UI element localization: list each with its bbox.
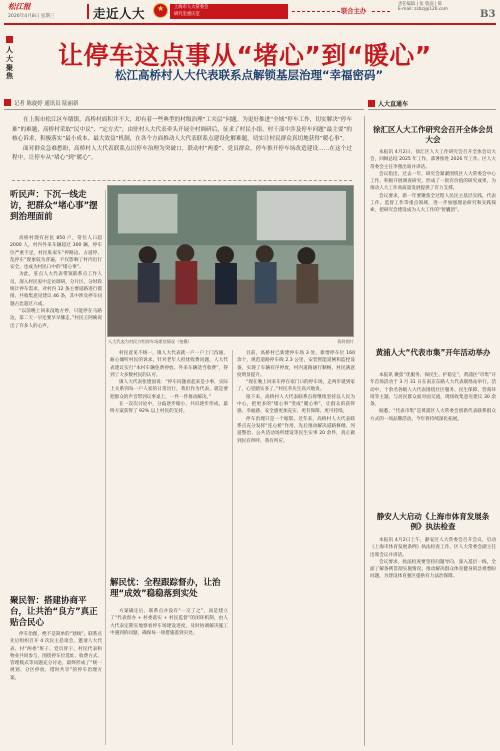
paragraph: 面对群众急难愁盼，高桥村人大代表联系点以停车治理为突破口，联动村“两委”、党员群众，停车推开停车场改造建设……在这个过程中，让停车从“堵心”到“暖心”。 <box>12 145 352 161</box>
article-column <box>10 631 102 745</box>
paragraph: 据悉，“代表市集”是黄浦区人大常委会创新代表联系群众方式的一项品牌活动，今年将持续深化拓展。 <box>370 409 496 422</box>
paragraph: 接下来，高桥村人大代表联系点将继续坚持以人民为中心，把更多的“堵心事”变成“暖心事”，让群众的获得感、幸福感、安全感更加充实、更有保障、更可持续。 <box>237 394 355 415</box>
section-heading: 聚民智：搭建协商平台，让共治“良方”真正贴合民心 <box>10 596 98 628</box>
column-tag <box>6 36 15 81</box>
tag-square-icon <box>368 100 375 107</box>
divider <box>372 11 390 12</box>
newspaper-logo: 松江报 <box>8 2 31 11</box>
section-heading: 解民忧：全程跟踪督办，让治理“成效”稳稳落到实处 <box>110 578 221 599</box>
paragraph: 为此，驻点人大代表带领联系点工作人员，深入村民家中走访调研，分片区、分时段统计停车需求，对村内 12 条主要道路进行摸排，共收集意见建议 46 条，其中涉及停车问题占比超过六成。 <box>10 272 102 307</box>
article-column <box>10 235 102 503</box>
photo-credit: 资料图片 <box>337 339 354 344</box>
paragraph: 目前，高桥村已新建停车场 3 处，新增停车位 160 余个，规范道路停车线 2.3 公里，安装智能道闸和监控设备，实现了车辆有序停放，村内道路通行顺畅，村民满意度明显提升。 <box>237 351 355 378</box>
photo-caption: 人大代表为村民介绍停车场建设情况（拍摄） <box>108 339 192 344</box>
page-number: B3 <box>480 9 496 20</box>
tag-square-icon <box>6 36 13 43</box>
paragraph: 村民意见不统一，镇人大代表就一户一户上门沟通，耐心倾听村民的诉求。针对老年人担忧收费问题，人大代表建议实行“本村车辆免费停放、外来车辆适当收费”，得到了大多数村民的认可。 <box>110 351 228 378</box>
byline: 记者 陈旋婷 通讯员 陆丽新 <box>14 101 79 107</box>
lead-paragraphs <box>12 116 352 164</box>
photo-illustration <box>108 186 353 336</box>
news-body <box>370 149 496 342</box>
divider <box>292 11 340 12</box>
divider <box>12 180 352 181</box>
organizer-line: 上海市人大常委会 <box>174 5 209 10</box>
subheadline: 松江高桥村人大代表联系点解锁基层治理“幸福密码” <box>115 68 384 82</box>
masthead-rule <box>4 23 496 25</box>
paragraph: 本报讯 4月2日上午，静安区人大常委会召开会议，启动《上海市体育发展条例》执法检查工作。区人大常委会副主任出席会议并讲话。 <box>370 538 496 558</box>
paragraph: 本报讯 聚焦“优服务、保民生、护稳定”，黄浦区“市集”开年首场活动于 3 月 31 日在南京东路人大代表联络站举行。活动中，十余名各级人大代表围绕社区服务、民生保障、营商环境等主题，与居民群众面对面交流，现场收集意见建议 30 余条。 <box>370 373 496 408</box>
divider <box>87 4 89 19</box>
paragraph: 镇人大代表张建国说：“停车问题看起来是小事，实际上关系到每一户人家的日常出行，我们作为代表，就是要把群众的声音带到议事桌上，一件一件推动解决。” <box>110 380 228 400</box>
divider <box>4 109 364 110</box>
editor-email: E-mail: zsbzj@126.com <box>398 7 448 12</box>
right-column-tag-label: 人大直通车 <box>378 101 409 108</box>
paragraph: 方案确定后，联系点并没有“一交了之”，而是建立了“代表督办 + 村委落实 + 村民监督”的闭环机制，由人大代表定期实地察看停车场建设进度，及时协调解决施工中遇到的问题，确保每一项措施落到实处。 <box>110 609 228 636</box>
byline-square-icon <box>4 99 11 106</box>
paragraph: 本报讯 4月2日，徐汇区人大工作研究会召开全体会员大会，回顾总结 2025 年工作，部署推进 2026 年工作。区人大常委会主任李燕出席并讲话。 <box>370 150 496 170</box>
news-title: 黄浦人大“代表市集”开年活动举办 <box>375 348 491 357</box>
paragraph: 停车治理只是一个缩影。近年来，高桥村人大代表联系点充分发挥“连心桥”作用，先后推动解决道路修缮、河道整治、公共活动场所建设等民生实事 20 余件，真正做到民有所呼、我有所应。 <box>237 416 355 444</box>
column-separator <box>364 116 365 746</box>
headline: 让停车这点事从“堵心”到“暖心” <box>58 41 432 70</box>
paragraph: 会议指出，过去一年，研究会紧紧围绕区人大常委会中心工作，积极开展调查研究，形成了一批有价值的研究成果，为推动人大工作高质量发展提供了有力支撑。 <box>370 171 496 192</box>
divider <box>368 109 496 110</box>
masthead <box>0 0 500 24</box>
editor-line: 责任编辑 | 张 版面 | 陈 <box>398 2 443 7</box>
news-body <box>370 372 496 504</box>
co-host-mark: 联合主办 <box>341 8 367 15</box>
issue-date: 2026年4月8日 星期三 <box>8 14 55 19</box>
news-body <box>370 537 496 745</box>
section-title: 走近人大 <box>93 6 146 21</box>
paragraph: 在一次次讨论中，分歧逐步缩小，共识逐步形成，最终方案获得了 92% 以上村民的支持。 <box>110 402 228 415</box>
editor-info <box>398 1 448 12</box>
news-title: 徐汇区人大工作研究会召开全体会员大会 <box>373 125 493 144</box>
column-tag-label: 人大聚焦 <box>6 46 13 81</box>
paragraph: “以前晚上回来没地方停，只能停在马路边，第二天一早还要早早挪走。”村民王阿姨说出了许多人的心声。 <box>10 308 102 329</box>
right-column-tag <box>368 99 496 109</box>
paragraph: “现在晚上回来车停在家门口的停车场，走两步就到家了，心里踏实多了。”村民李先生高兴地说。 <box>237 380 355 393</box>
paragraph: 会议要求，执法检查要坚持问题导向，深入基层一线，全面了解条例贯彻实施情况，推动解决群众体育健身的急难愁盼问题，为建设体育强区提供有力法治保障。 <box>370 559 496 580</box>
article-column <box>110 350 228 570</box>
paragraph: 高桥村现有居民 850 户，常住人口超 2000 人，村内外来车辆超过 300 辆，停车位严重不足，村民私家车“停路边、占道停、乱停车”现象较为普遍，不仅影响了村内出行安全，也成为村民口中的“堵心事”。 <box>10 236 102 271</box>
organizer-banner <box>170 4 288 19</box>
column-separator <box>232 350 233 745</box>
paragraph: 会议要求，新一年要聚焦全过程人民民主基层实践、代表工作、监督工作等重点领域，进一步加强理论研究和实践探索，把研究会建设成为人大工作的“智囊团”。 <box>370 193 496 214</box>
news-photo <box>107 185 354 337</box>
column-separator <box>105 190 106 745</box>
paragraph: 停车治理，绝不是简单的“划线”。联系点先后组织召开 4 次民主恳谈会，邀请人大代表、村“两委”班子、党员骨干、村民代表和物业共同参与，围绕停车位选址、收费方式、管理模式等问题充分讨论，最终形成了“统一规划、分区停放、错时共享”的停车治理方案。 <box>10 632 102 681</box>
news-title: 静安人大启动《上海市体育发展条例》执法检查 <box>376 512 490 531</box>
section-heading: 听民声：下沉一线走访，把群众“堵心事”摆到治理面前 <box>10 190 98 222</box>
emblem-icon <box>153 3 168 18</box>
organizer-line: 研究室重庆室 <box>174 11 200 17</box>
article-column <box>110 608 228 745</box>
paragraph: 在上海市松江区车墩镇，高桥村面积并不大，却有着一些典型的村级治理“工夹层”问题。为更好推进“全域”停车工作，切实解决“停车难”的难题，高桥村采取“民中议”、“定方式”，由驻村人大代表牵头开展全村调研后，征求了村民小组、村干部中涉及停车问题“最主要”的核心诉求，积极落实“最小成本、最大效益”机制，在各个方面推动人大代表联系点建设化解难题，切实让村民群众真切地获得“暖心事”。 <box>12 117 352 142</box>
article-column <box>237 350 355 745</box>
